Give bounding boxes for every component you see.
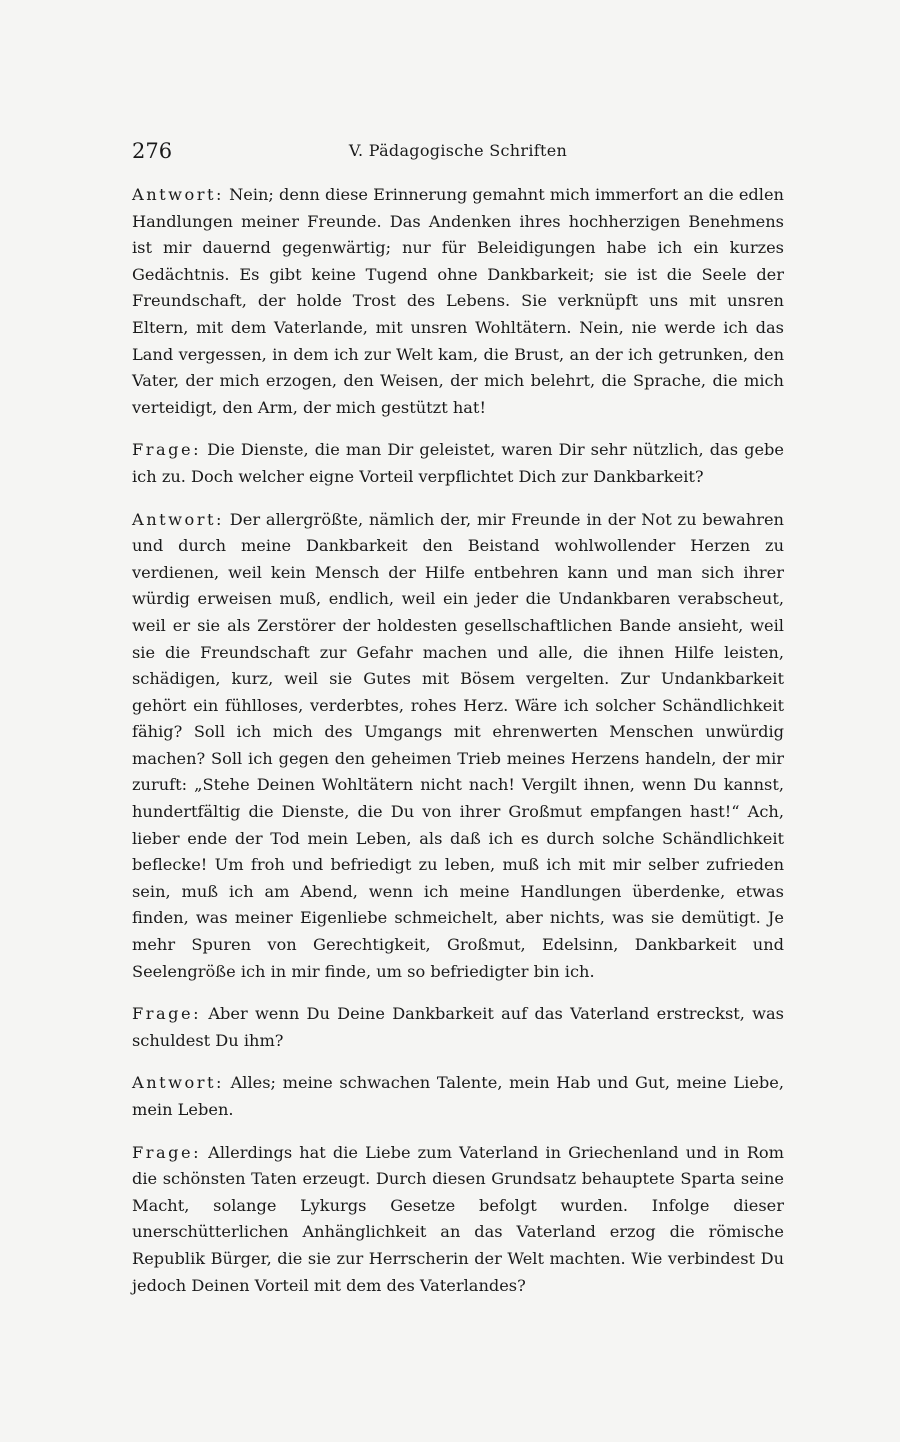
paragraph-text: Die Dienste, die man Dir geleistet, waren Dir sehr nützlich, das gebe ich zu. Doch welcher eigne Vorteil verpflichtet Dich zur Dankbarkeit?	[132, 440, 784, 486]
page-number: 276	[132, 139, 173, 163]
paragraph-answer	[132, 1070, 784, 1123]
paragraph-question	[132, 1001, 784, 1054]
paragraph-text: Nein; denn diese Erinnerung gemahnt mich immerfort an die edlen Handlungen meiner Freunde. Das Andenken ihres hochherzigen Benehmens ist mir dauernd gegenwärtig; nur für Beleidigungen habe ich ein kurzes Gedächtnis. Es gibt keine Tugend ohne Dankbarkeit; sie ist die Seele der Freundschaft, der holde Trost des Lebens. Sie verknüpft uns mit unsren Eltern, mit dem Vaterlande, mit unsren Wohltätern. Nein, nie werde ich das Land vergessen, in dem ich zur Welt kam, die Brust, an der ich getrunken, den Vater, der mich erzogen, den Weisen, der mich belehrt, die Sprache, die mich verteidigt, den Arm, der mich gestützt hat!	[132, 185, 784, 417]
speaker-label: Frage:	[132, 1142, 202, 1162]
paragraph-question	[132, 437, 784, 490]
running-head: V. Pädagogische Schriften	[348, 141, 568, 160]
page-header	[132, 136, 784, 166]
paragraph-question	[132, 1140, 784, 1300]
paragraph-text: Der allergrößte, nämlich der, mir Freunde in der Not zu bewahren und durch meine Dankbarkeit den Beistand wohlwollender Herzen zu verdienen, weil kein Mensch der Hilfe entbehren kann und man sich ihrer würdig erweisen muß, endlich, weil ein jeder die Undankbaren verabscheut, weil er sie als Zerstörer der holdesten gesellschaftlichen Bande ansieht, weil sie die Freundschaft zur Gefahr machen und alle, die ihnen Hilfe leisten, schädigen, kurz, weil sie Gutes mit Bösem vergelten. Zur Undankbarkeit gehört ein fühlloses, verderbtes, rohes Herz. Wäre ich solcher Schändlichkeit fähig? Soll ich mich des Umgangs mit ehrenwerten Menschen unwürdig machen? Soll ich gegen den geheimen Trieb meines Herzens handeln, der mir zuruft: „Stehe Deinen Wohltätern nicht nach! Vergilt ihnen, wenn Du kannst, hundertfältig die Dienste, die Du von ihrer Großmut empfangen hast!“ Ach, lieber ende der Tod mein Leben, als daß ich es durch solche Schändlichkeit beflecke! Um froh und befriedigt zu leben, muß ich mit mir selber zufrieden sein, muß ich am Abend, wenn ich meine Handlungen überdenke, etwas finden, was meiner Eigenliebe schmeichelt, aber nichts, was sie demütigt. Je mehr Spuren von Gerechtigkeit, Großmut, Edelsinn, Dankbarkeit und Seelengröße ich in mir finde, um so befriedigter bin ich.	[132, 509, 784, 981]
speaker-label: Antwort:	[132, 1073, 224, 1093]
speaker-label: Antwort:	[132, 185, 224, 204]
paragraph-answer	[132, 507, 784, 986]
speaker-label: Frage:	[132, 440, 202, 460]
paragraph-text: Alles; meine schwachen Talente, mein Hab und Gut, meine Liebe, mein Leben.	[132, 1073, 784, 1119]
paragraph-answer	[132, 182, 784, 421]
paragraph-text: Aber wenn Du Deine Dankbarkeit auf das Vaterland erstreckst, was schuldest Du ihm?	[132, 1004, 784, 1050]
speaker-label: Frage:	[132, 1004, 202, 1024]
speaker-label: Antwort:	[132, 509, 224, 529]
body-text	[132, 182, 784, 1315]
paragraph-text: Allerdings hat die Liebe zum Vaterland in Griechenland und in Rom die schönsten Taten erzeugt. Durch diesen Grundsatz behauptete Sparta seine Macht, solange Lykurgs Gesetze befolgt wurden. Infolge dieser unerschütterlichen Anhänglichkeit an das Vaterland erzog die römische Republik Bürger, die sie zur Herrscherin der Welt machten. Wie verbindest Du jedoch Deinen Vorteil mit dem des Vaterlandes?	[132, 1142, 784, 1295]
